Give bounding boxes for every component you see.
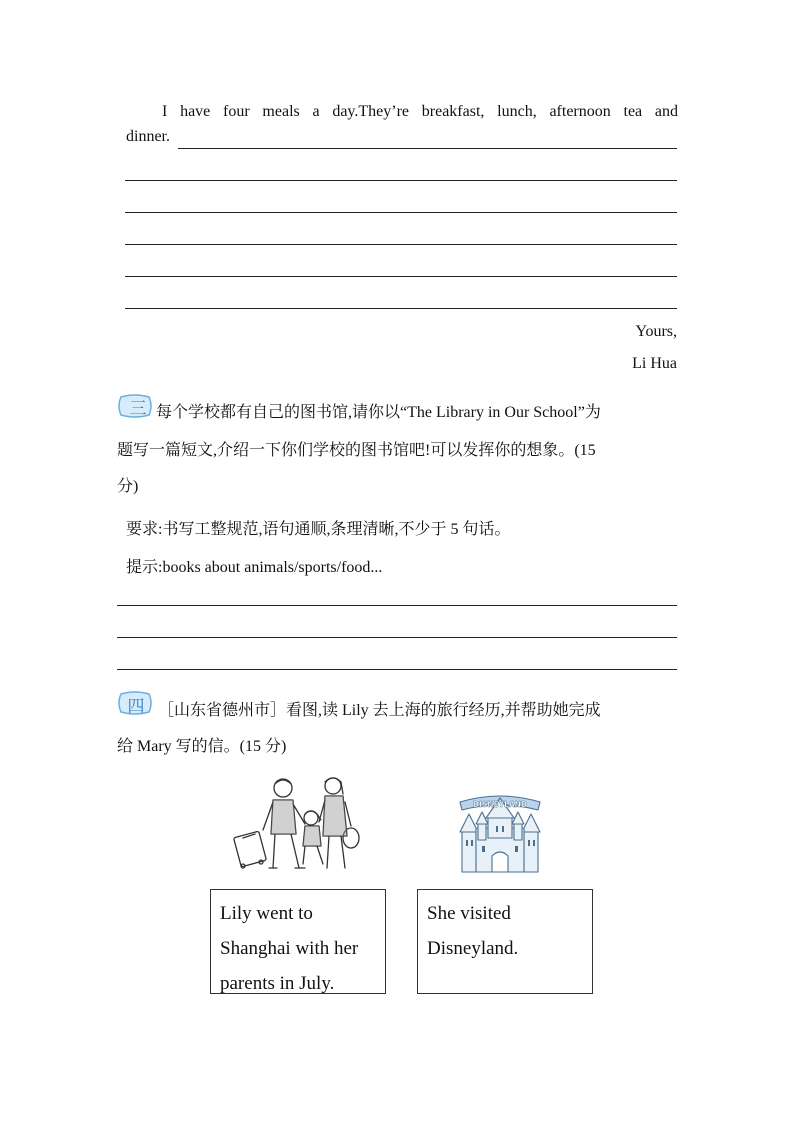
answer-line[interactable] <box>117 669 677 670</box>
letter-closing: Yours, <box>635 323 677 340</box>
section4-line1: ［山东省德州市］看图,读 Lily 去上海的旅行经历,并帮助她完成 <box>158 702 601 719</box>
caption-line: Shanghai with her <box>220 938 359 959</box>
letter-continuation: dinner. <box>126 128 170 145</box>
section3-line2: 题写一篇短文,介绍一下你们学校的图书馆吧!可以发挥你的想象。(15 <box>117 442 596 459</box>
caption-box-2 <box>417 889 593 994</box>
caption-line: Disneyland. <box>427 938 519 959</box>
section3-requirement: 要求:书写工整规范,语句通顺,条理清晰,不少于 5 句话。 <box>126 521 511 538</box>
section3-badge-label: 三 <box>129 399 147 419</box>
caption-box-1 <box>210 889 386 994</box>
answer-line[interactable] <box>178 148 677 149</box>
disneyland-castle-illustration <box>452 780 548 876</box>
answer-line[interactable] <box>125 276 677 277</box>
section4-line2: 给 Mary 写的信。(15 分) <box>117 738 287 755</box>
letter-paragraph: I have four meals a day.They’re breakfast, lunch, afternoon tea and <box>162 103 678 120</box>
answer-line[interactable] <box>125 180 677 181</box>
caption-line: parents in July. <box>220 973 335 994</box>
answer-line[interactable] <box>125 244 677 245</box>
answer-line[interactable] <box>117 605 677 606</box>
section3-hint: 提示:books about animals/sports/food... <box>126 559 383 576</box>
letter-body <box>126 95 678 128</box>
caption-line: She visited <box>427 903 511 924</box>
castle-sign-text: DISNEYLAND <box>472 800 528 809</box>
section4-badge-label: 四 <box>127 697 145 717</box>
answer-line[interactable] <box>125 308 677 309</box>
family-travel-illustration <box>233 772 363 876</box>
section3-line1: 每个学校都有自己的图书馆,请你以“The Library in Our School”为 <box>156 404 601 421</box>
answer-line[interactable] <box>117 637 677 638</box>
caption-line: Lily went to <box>220 903 313 924</box>
section3-line3: 分) <box>117 478 139 495</box>
answer-line[interactable] <box>125 212 677 213</box>
letter-signature: Li Hua <box>632 355 677 372</box>
